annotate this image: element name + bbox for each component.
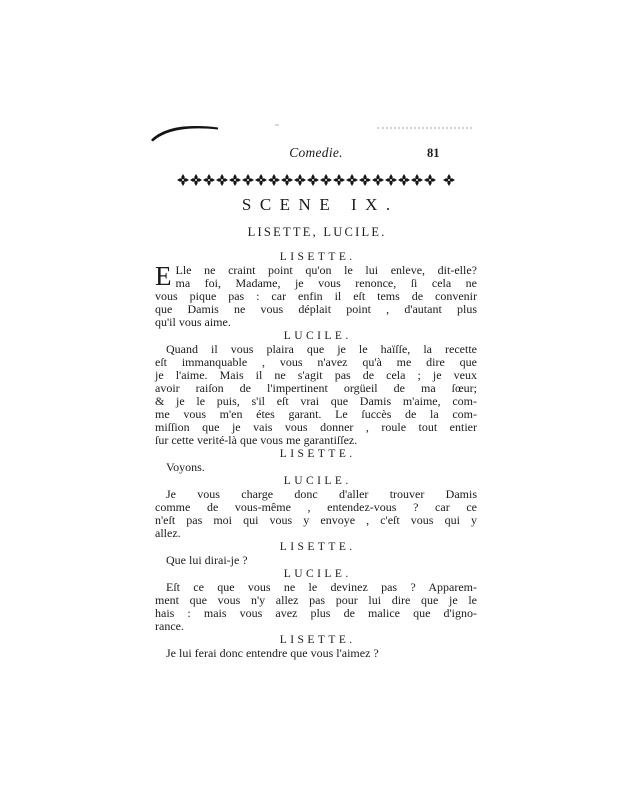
fleuron-cross-icon (255, 174, 267, 186)
text-line: Lle ne craint point qu'on le lui enleve, dit-elle? (175, 263, 477, 277)
speech-paragraph (155, 343, 477, 447)
fleuron-cross-icon (424, 174, 436, 186)
text-line: me vous m'en étes garant. Le ſuccès de la com- (155, 407, 477, 421)
fleuron-cross-icon (190, 174, 202, 186)
fleuron-cross-icon (385, 174, 397, 186)
speech-paragraph (155, 647, 477, 660)
text-line: n'eſt pas moi qui vous y envoye , c'eſt vous qui y (155, 513, 477, 527)
speaker-heading: LUCILE. (283, 475, 352, 487)
speeches (155, 251, 477, 660)
text-line: hais : mais vous avez plus de malice que d'igno- (155, 606, 477, 620)
text-line: ſur cette verité-là que vous me garantiſſez. (155, 433, 358, 447)
running-title: Comedie. (289, 145, 343, 160)
text-line: miſſion que je vais vous donner , roule tout entier (155, 420, 477, 434)
fleuron-cross-icon (333, 174, 345, 186)
fleuron-cross-icon (229, 174, 241, 186)
text-line: ment que vous n'y allez pas pour lui dire que je le (155, 593, 477, 607)
book-page (155, 115, 477, 675)
text-line: allez. (155, 526, 181, 540)
speech-paragraph (155, 554, 477, 567)
speech-paragraph (155, 488, 477, 540)
fleuron-cross-icon (320, 174, 332, 186)
text-line: ma foi, Madame, je vous renonce, ſi cela ne (175, 276, 477, 290)
page-number: 81 (427, 146, 440, 160)
fleuron-cross-icon (398, 174, 410, 186)
fleuron-cross-icon (242, 174, 254, 186)
text-line: Je vous charge donc d'aller trouver Damis (166, 487, 477, 501)
fleuron-cross-icon (346, 174, 358, 186)
text-line: Je lui ferai donc entendre que vous l'aimez ? (166, 646, 379, 660)
scan-noise-dots (377, 127, 472, 129)
text-line: comme de vous-même , entendez-vous ? car ce (155, 500, 477, 514)
text-line: Voyons. (166, 460, 205, 474)
text-line: que Damis ne vous déplait point , d'autant plus (155, 302, 477, 316)
scene-heading: SCENE IX. (241, 195, 399, 214)
text-line: & je le puis, s'il eſt vrai que Damis m'aime, com- (155, 394, 477, 408)
speech-paragraph (155, 461, 477, 474)
fleuron-cross-icon (443, 174, 455, 186)
fleuron-cross-icon (359, 174, 371, 186)
text-line: Que lui dirai-je ? (166, 553, 248, 567)
speech-paragraph (155, 581, 477, 633)
fleuron-cross-icon (203, 174, 215, 186)
cast-line: LISETTE, LUCILE. (247, 225, 387, 239)
fleuron-cross-icon (307, 174, 319, 186)
fleuron-cross-icon (268, 174, 280, 186)
text-line: vous pique pas : car enfin il eſt tems de convenir (155, 289, 477, 303)
speaker-heading: LISETTE. (279, 634, 356, 646)
speaker-heading: LISETTE. (279, 541, 356, 553)
text-line: rance. (155, 619, 184, 633)
fleuron-cross-icon (216, 174, 228, 186)
fleuron-cross-icon (411, 174, 423, 186)
ornament-row (155, 173, 477, 186)
fleuron-cross-icon (281, 174, 293, 186)
text-line: Quand il vous plaira que je le haïſſe, la recette (166, 342, 477, 356)
fleuron-cross-icon (294, 174, 306, 186)
text-line: Eſt ce que vous ne le devinez pas ? Apparem- (166, 580, 477, 594)
scan-noise-speck (275, 124, 279, 126)
fleuron-cross-icon (177, 174, 189, 186)
drop-cap: E (155, 261, 172, 291)
speaker-heading: LISETTE. (279, 251, 356, 263)
text-line: je l'aime. Mais il ne s'agit pas de cela ; je veux (155, 368, 477, 382)
fleuron-cross-icon (372, 174, 384, 186)
speaker-heading: LUCILE. (283, 330, 352, 342)
page-header (155, 146, 477, 160)
speaker-heading: LUCILE. (283, 568, 352, 580)
text-line: qu'il vous aime. (155, 315, 231, 329)
ink-smudge (150, 120, 220, 144)
speech-paragraph (155, 261, 477, 329)
text-line: eſt immanquable , vous n'avez qu'à me dire que (155, 355, 477, 369)
text-line: avoir raiſon de l'impertinent orgüeil de ma ſœur; (155, 381, 477, 395)
speaker-heading: LISETTE. (279, 448, 356, 460)
